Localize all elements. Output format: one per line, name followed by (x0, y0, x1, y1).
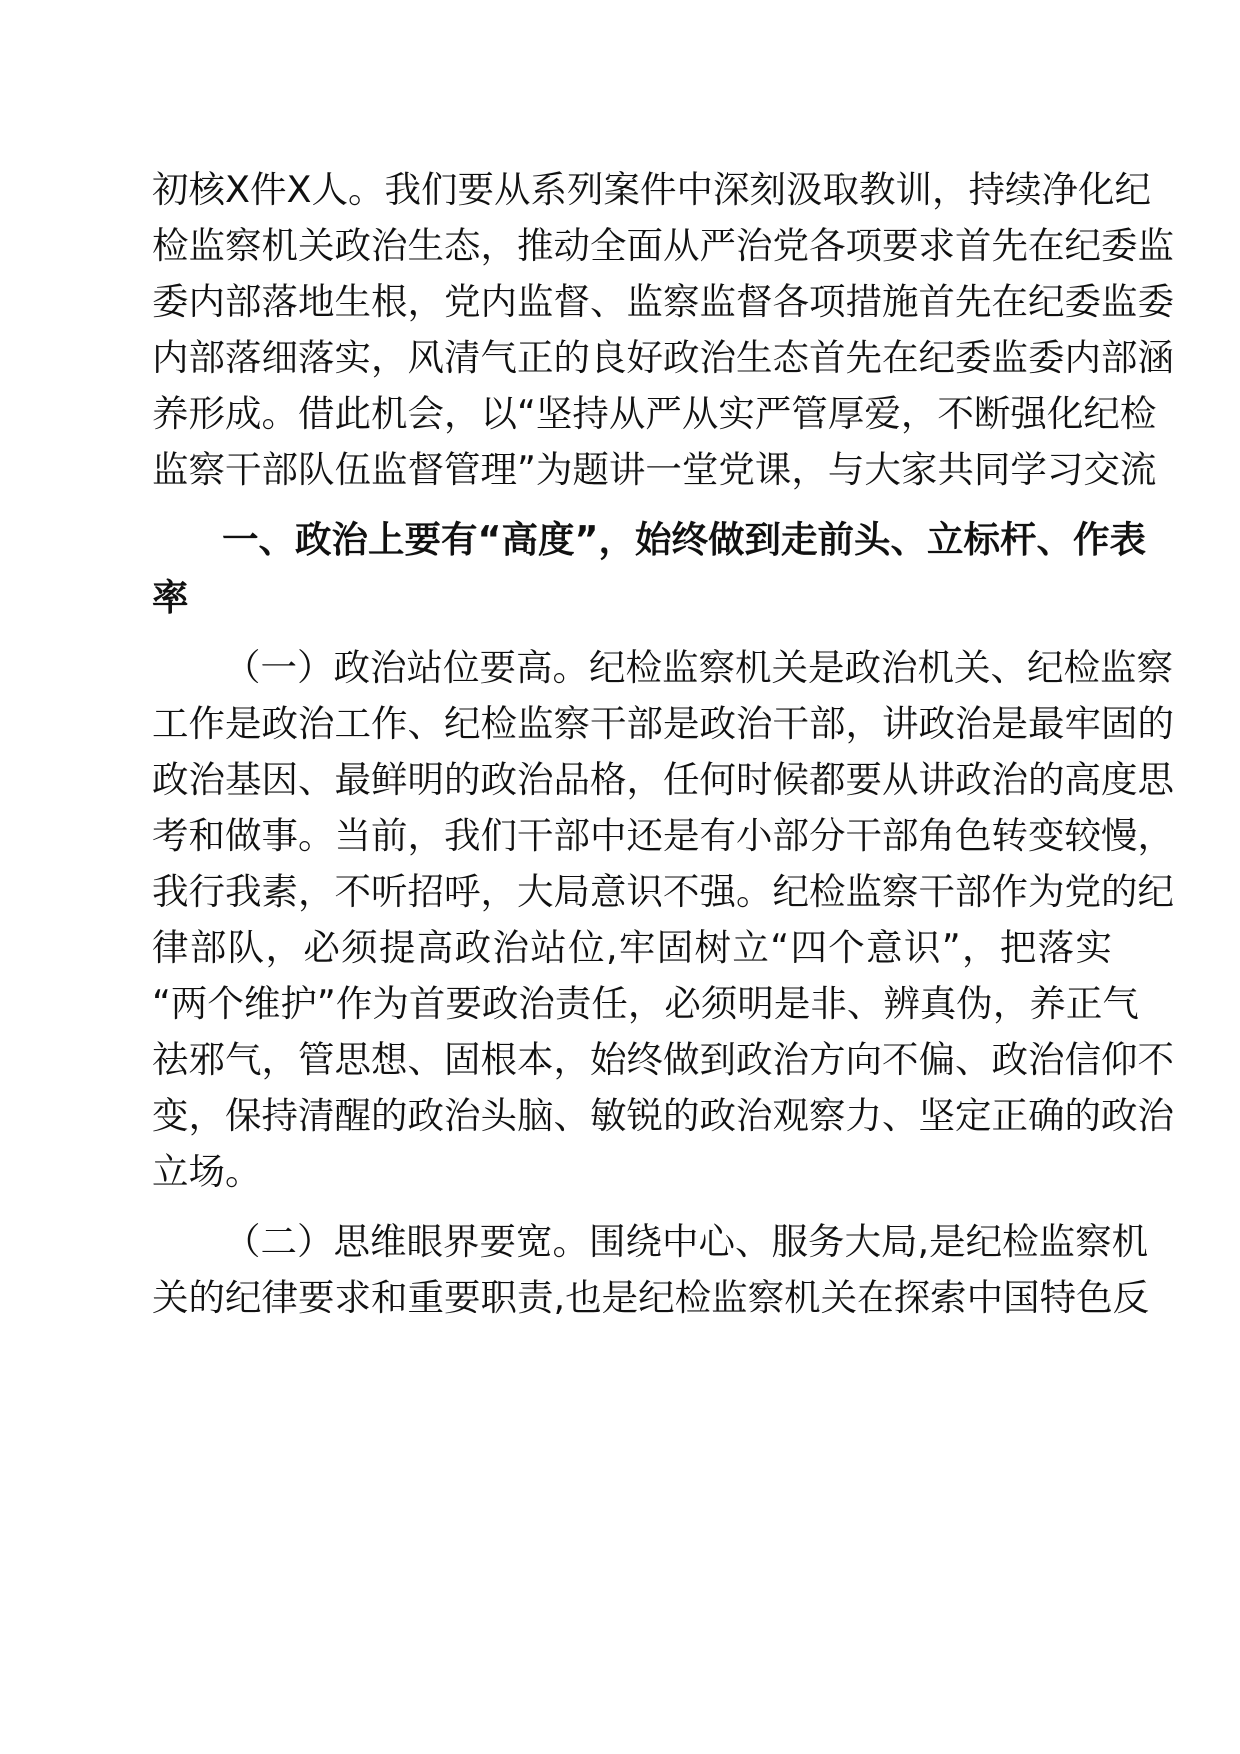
paragraph-line: 初核X件X人。我们要从系列案件中深刻汲取教训，持续净化纪 (152, 168, 1152, 211)
paragraph-line: 养形成。借此机会，以“坚持从严从实严管厚爱，不断强化纪检 (152, 392, 1157, 435)
paragraph-line: 立场。 (152, 1150, 262, 1193)
paragraph-line: 考和做事。当前，我们干部中还是有小部分干部角色转变较慢， (152, 814, 1174, 857)
paragraph-line: 关的纪律要求和重要职责,也是纪检监察机关在探索中国特色反 (152, 1276, 1150, 1319)
paragraph-line: 监察干部队伍监督管理”为题讲一堂党课，与大家共同学习交流 (152, 448, 1157, 491)
paragraph-line: 律部队，必须提高政治站位,牢固树立“四个意识”，把落实 (152, 926, 1112, 969)
paragraph-line: （二）思维眼界要宽。围绕中心、服务大局,是纪检监察机 (224, 1220, 1149, 1263)
paragraph-line: “两个维护”作为首要政治责任，必须明是非、辨真伪，养正气 (152, 982, 1139, 1025)
paragraph-line: 我行我素，不听招呼，大局意识不强。纪检监察干部作为党的纪 (152, 870, 1174, 913)
paragraph-line: 内部落细落实，风清气正的良好政治生态首先在纪委监委内部涵 (152, 336, 1174, 379)
paragraph-line: 变，保持清醒的政治头脑、敏锐的政治观察力、坚定正确的政治 (152, 1094, 1174, 1137)
paragraph-line: 祛邪气，管思想、固根本，始终做到政治方向不偏、政治信仰不 (152, 1038, 1174, 1081)
paragraph-line: 检监察机关政治生态，推动全面从严治党各项要求首先在纪委监 (152, 224, 1174, 267)
paragraph-line: （一）政治站位要高。纪检监察机关是政治机关、纪检监察 (224, 646, 1173, 689)
paragraph-line: 委内部落地生根，党内监督、监察监督各项措施首先在纪委监委 (152, 280, 1174, 323)
paragraph-line: 政治基因、最鲜明的政治品格，任何时候都要从讲政治的高度思 (152, 758, 1174, 801)
section-heading-line: 率 (152, 576, 189, 619)
section-heading-line: 一、政治上要有“高度”，始终做到走前头、立标杆、作表 (222, 518, 1146, 561)
paragraph-line: 工作是政治工作、纪检监察干部是政治干部，讲政治是最牢固的 (152, 702, 1174, 745)
